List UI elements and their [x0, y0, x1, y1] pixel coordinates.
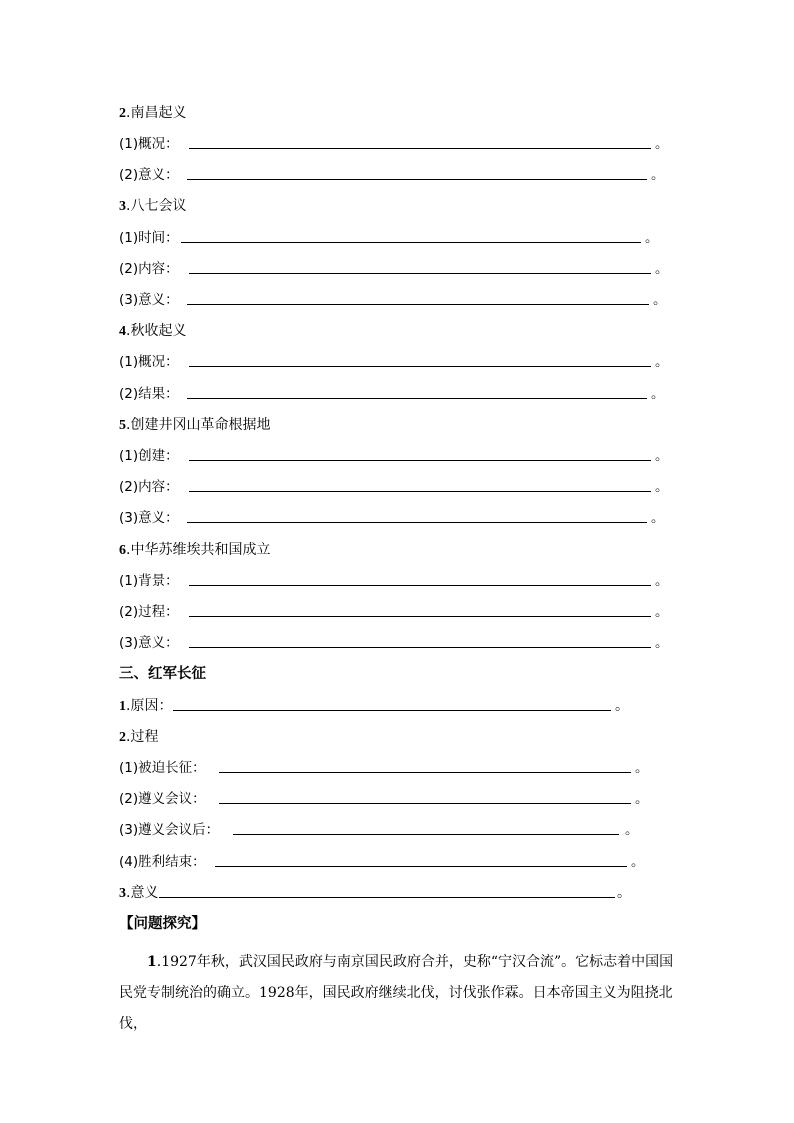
item-content [119, 259, 669, 279]
heading-process [119, 727, 158, 747]
heading-text: 过程 [130, 729, 159, 745]
inquiry-title: 【问题探究】 [119, 916, 206, 932]
heading-text: 南昌起义 [130, 105, 187, 121]
answer-blank[interactable] [189, 460, 651, 461]
heading-text: 中华苏维埃共和国成立 [130, 542, 271, 558]
item-end-mark: 。 [631, 854, 645, 870]
question-number: 1 [147, 954, 157, 970]
item-significance [119, 165, 665, 185]
item-end-mark: 。 [655, 604, 669, 620]
item-end-mark: 。 [651, 510, 665, 526]
item-label: (1)概况： [119, 136, 179, 152]
answer-blank[interactable] [159, 897, 615, 898]
item-end-mark: 。 [655, 448, 669, 464]
item-long-march-significance [119, 883, 631, 903]
item-label: (2)遵义会议： [119, 791, 206, 807]
item-label: (3)意义： [119, 635, 179, 651]
item-zunyi-meeting [119, 789, 649, 809]
item-significance [119, 508, 665, 528]
heading-number: 2 [119, 730, 126, 745]
item-end-mark: 。 [617, 885, 631, 901]
item-cause [119, 696, 629, 716]
answer-blank[interactable] [189, 647, 651, 648]
heading-dot: . [126, 542, 131, 558]
item-label: (1)概况： [119, 354, 179, 370]
item-label: (3)意义： [119, 292, 179, 308]
item-end-mark: 。 [615, 698, 629, 714]
heading-autumn-harvest-uprising [119, 321, 186, 341]
question-text: .1927年秋，武汉国民政府与南京国民政府合并，史称“宁汉合流”。它标志着中国国民党专制统治的确立。1928年，国民政府继续北伐，讨伐张作霖。日本帝国主义为阻挠北伐， [119, 954, 674, 1032]
item-label: (2)过程： [119, 604, 179, 620]
answer-blank[interactable] [187, 304, 649, 305]
heading-august-7-meeting [119, 196, 186, 216]
answer-blank[interactable] [189, 491, 651, 492]
answer-blank[interactable] [189, 366, 651, 367]
item-end-mark: 。 [655, 635, 669, 651]
item-label: (1)背景： [119, 573, 179, 589]
heading-dot: . [126, 729, 131, 745]
heading-number: 3 [119, 199, 126, 214]
item-label: 原因： [130, 698, 173, 714]
item-significance [119, 290, 667, 310]
answer-blank[interactable] [173, 710, 611, 711]
item-label: (2)结果： [119, 386, 179, 402]
answer-blank[interactable] [219, 772, 631, 773]
answer-blank[interactable] [181, 242, 641, 243]
heading-chinese-soviet-republic [119, 540, 270, 560]
item-end-mark: 。 [655, 261, 669, 277]
heading-dot: . [126, 105, 131, 121]
item-label: (1)时间： [119, 230, 179, 246]
answer-blank[interactable] [187, 522, 647, 523]
item-end-mark: 。 [655, 573, 669, 589]
section-title-long-march: 三、红军长征 [119, 666, 206, 682]
item-significance [119, 633, 669, 653]
item-end-mark: 。 [635, 760, 649, 776]
heading-number: 1 [119, 699, 126, 714]
answer-blank[interactable] [189, 616, 651, 617]
item-creation [119, 446, 669, 466]
answer-blank[interactable] [233, 834, 619, 835]
answer-blank[interactable] [215, 866, 627, 867]
item-end-mark: 。 [651, 386, 665, 402]
heading-dot: . [126, 198, 131, 214]
item-label: (1)创建： [119, 448, 179, 464]
heading-number: 3 [119, 886, 126, 901]
item-label: 意义 [130, 885, 159, 901]
item-end-mark: 。 [635, 791, 649, 807]
item-overview [119, 134, 669, 154]
item-end-mark: 。 [625, 822, 639, 838]
answer-blank[interactable] [189, 585, 651, 586]
item-end-mark: 。 [651, 167, 665, 183]
item-label: (2)内容： [119, 261, 179, 277]
item-end-mark: 。 [655, 136, 669, 152]
item-victory [119, 852, 645, 872]
answer-blank[interactable] [189, 148, 651, 149]
heading-text: 秋收起义 [130, 323, 187, 339]
item-after-zunyi [119, 820, 639, 840]
item-time [119, 228, 659, 248]
heading-dot: . [126, 417, 131, 433]
heading-nanchang-uprising [119, 103, 186, 123]
heading-number: 5 [119, 418, 126, 433]
heading-text: 创建井冈山革命根据地 [130, 417, 271, 433]
item-content [119, 477, 669, 497]
answer-blank[interactable] [189, 273, 651, 274]
item-process [119, 602, 669, 622]
item-label: (3)意义： [119, 510, 179, 526]
item-end-mark: 。 [653, 292, 667, 308]
answer-blank[interactable] [219, 803, 631, 804]
item-background [119, 571, 669, 591]
heading-dot: . [126, 323, 131, 339]
answer-blank[interactable] [187, 179, 647, 180]
inquiry-paragraph [119, 947, 679, 1040]
item-label: (2)意义： [119, 167, 179, 183]
item-end-mark: 。 [645, 230, 659, 246]
item-forced-march [119, 758, 649, 778]
heading-dot: . [126, 698, 131, 714]
heading-number: 6 [119, 543, 126, 558]
answer-blank[interactable] [187, 398, 647, 399]
item-label: (4)胜利结束： [119, 854, 206, 870]
heading-dot: . [126, 885, 131, 901]
item-result [119, 384, 665, 404]
item-end-mark: 。 [655, 479, 669, 495]
heading-number: 2 [119, 106, 126, 121]
heading-text: 八七会议 [130, 198, 187, 214]
item-label: (2)内容： [119, 479, 179, 495]
heading-jinggangshan-base [119, 415, 270, 435]
item-overview [119, 352, 669, 372]
item-label: (3)遵义会议后： [119, 822, 220, 838]
item-label: (1)被迫长征： [119, 760, 206, 776]
heading-number: 4 [119, 324, 126, 339]
item-end-mark: 。 [655, 354, 669, 370]
